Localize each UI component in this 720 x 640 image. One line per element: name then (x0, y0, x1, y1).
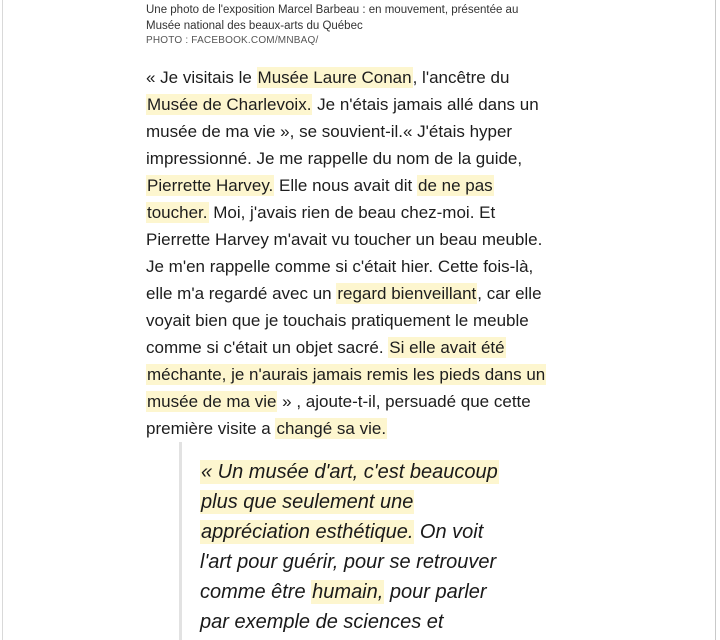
article-line (146, 415, 586, 442)
article-line (146, 91, 586, 118)
highlighted-text: toucher. (147, 203, 208, 222)
pullquote (200, 457, 540, 637)
text-run: Je n'étais jamais allé dans un (312, 95, 539, 114)
highlighted-text: méchante, je n'aurais jamais remis les pieds dans un (147, 365, 546, 384)
text-run: Elle nous avait dit (274, 176, 417, 195)
highlighted-text: regard bienveillant (337, 284, 477, 303)
highlighted-text: « Un musée d'art, c'est beaucoup (201, 461, 498, 483)
text-run: » , ajoute-t-il, persuadé que cette (277, 392, 531, 411)
highlighted-text: Musée de Charlevoix. (147, 95, 312, 114)
text-run: On voit (414, 521, 484, 543)
pullquote-line (200, 547, 540, 577)
pullquote-line (200, 457, 540, 487)
article-line (146, 253, 586, 280)
pullquote-line (200, 517, 540, 547)
caption-line: Une photo de l'exposition Marcel Barbeau : en mouvement, présentée au (146, 4, 519, 16)
page-edge-left (2, 0, 3, 640)
article-line (146, 199, 586, 226)
pullquote-line (200, 607, 540, 637)
article-line (146, 226, 586, 253)
highlighted-text: Pierrette Harvey. (147, 176, 274, 195)
highlighted-text: de ne pas (417, 176, 493, 195)
photo-caption (146, 2, 606, 34)
highlighted-text: Musée Laure Conan (257, 68, 412, 87)
text-run: comme si c'était un objet sacré. (146, 338, 389, 357)
photo-credit: PHOTO : FACEBOOK.COM/MNBAQ/ (146, 35, 319, 46)
highlighted-text: changé sa vie. (276, 419, 387, 438)
text-run: première visite a (146, 419, 276, 438)
article-line (146, 280, 586, 307)
article-line (146, 388, 586, 415)
text-run: , car elle (477, 284, 542, 303)
caption-line: Musée national des beaux-arts du Québec (146, 20, 363, 32)
text-run: elle m'a regardé avec un (146, 284, 337, 303)
article-line (146, 64, 586, 91)
highlighted-text: humain, (312, 581, 384, 603)
text-run: pour parler (384, 581, 487, 603)
text-run: voyait bien que je touchais pratiquement le meuble (146, 311, 529, 330)
highlighted-text: appréciation esthétique. (201, 521, 414, 543)
article-line (146, 361, 586, 388)
pullquote-rule (179, 442, 182, 640)
article-body (146, 64, 586, 442)
text-run: Pierrette Harvey m'avait vu toucher un beau meuble. (146, 230, 543, 249)
article-line (146, 334, 586, 361)
text-run: comme être (200, 581, 312, 603)
pullquote-line (200, 487, 540, 517)
article-line (146, 307, 586, 334)
page-edge-right (715, 0, 716, 640)
text-run: , l'ancêtre du (412, 68, 510, 87)
article-line (146, 118, 586, 145)
highlighted-text: plus que seulement une (201, 491, 414, 513)
pullquote-line (200, 577, 540, 607)
text-run: « Je visitais le (146, 68, 257, 87)
text-run: Moi, j'avais rien de beau chez-moi. Et (208, 203, 496, 222)
highlighted-text: musée de ma vie (147, 392, 277, 411)
text-run: musée de ma vie », se souvient-il.« J'étais hyper (146, 122, 513, 141)
text-run: par exemple de sciences et (200, 611, 444, 633)
text-run: impressionné. Je me rappelle du nom de la guide, (146, 149, 523, 168)
article-line (146, 145, 586, 172)
highlighted-text: Si elle avait été (389, 338, 505, 357)
text-run: Je m'en rappelle comme si c'était hier. Cette fois-là, (146, 257, 534, 276)
text-run: l'art pour guérir, pour se retrouver (200, 551, 497, 573)
article-line (146, 172, 586, 199)
